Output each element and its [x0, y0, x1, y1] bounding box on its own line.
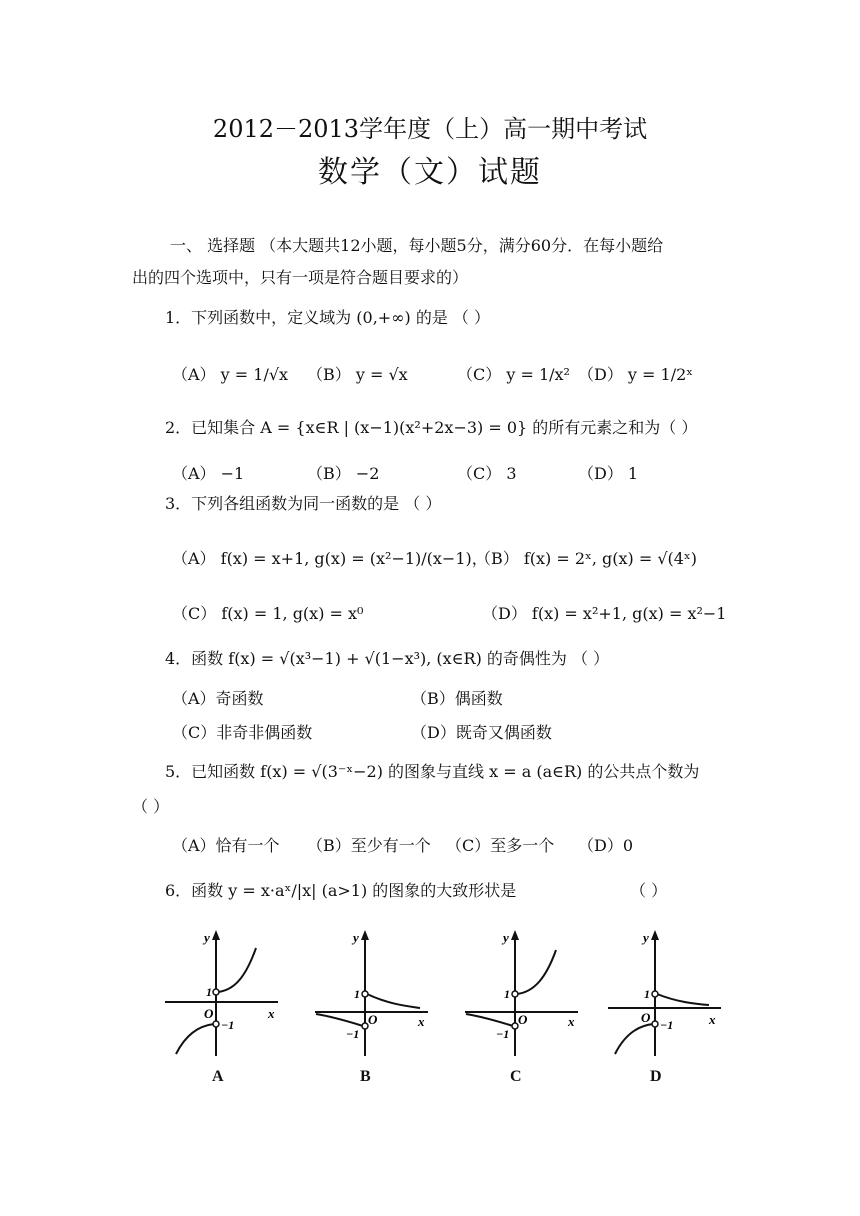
question-2-option-a: （A） −1 [172, 464, 245, 483]
x-label: x [268, 1006, 275, 1021]
exam-subtitle: 数学（文）试题 [318, 155, 542, 190]
question-4-stem: 4．函数 f(x) = √(x³−1) + √(1−x³), (x∈R) 的奇偶性为 （ ） [165, 649, 610, 668]
graph-b-label: B [360, 1068, 371, 1085]
question-5-option-b: （B）至少有一个 [307, 836, 431, 855]
origin-label: O [368, 1012, 378, 1027]
y-axis-arrow [361, 930, 369, 940]
tick-minus-1-label: −1 [221, 1018, 235, 1032]
y-label: y [353, 930, 359, 945]
question-3-option-d: （D） f(x) = x²+1, g(x) = x²−1 [482, 604, 727, 623]
y-label: y [204, 930, 210, 945]
open-point-minus-1 [213, 1021, 219, 1027]
question-2-stem: 2．已知集合 A = {x∈R | (x−1)(x²+2x−3) = 0} 的所有元素之和为（ ） [165, 418, 698, 437]
question-5-paren: （ ） [132, 797, 170, 816]
curve-right [657, 994, 709, 1005]
origin-label: O [641, 1010, 651, 1025]
tick-1-label: 1 [504, 987, 510, 1001]
tick-minus-1-label: −1 [496, 1027, 510, 1041]
curve-right [367, 994, 420, 1008]
curve-right [218, 948, 256, 992]
x-label: x [568, 1014, 575, 1029]
exam-title: 2012－2013学年度（上）高一期中考试 [212, 115, 648, 143]
question-4-option-a: （A）奇函数 [172, 689, 264, 708]
question-4-option-b: （B）偶函数 [411, 689, 503, 708]
question-5-option-d: （D）0 [578, 836, 634, 855]
y-label: y [643, 930, 649, 945]
question-5-option-a: （A）恰有一个 [172, 836, 280, 855]
x-label: x [709, 1012, 716, 1027]
question-1-option-b: （B） y = √x [307, 365, 408, 384]
curve-left [316, 1014, 363, 1026]
graph-c [460, 926, 585, 1061]
open-point-1 [362, 991, 368, 997]
tick-minus-1-label: −1 [346, 1027, 360, 1041]
question-1-option-c: （C） y = 1/x² [457, 365, 570, 384]
question-1-stem: 1．下列函数中，定义域为 (0,+∞) 的是 （ ） [165, 308, 491, 327]
question-2-option-c: （C） 3 [457, 464, 517, 483]
question-6-paren: （ ） [630, 881, 668, 900]
question-4-option-c: （C）非奇非偶函数 [172, 723, 313, 742]
curve-left [615, 1024, 653, 1054]
tick-1-label: 1 [644, 987, 650, 1001]
question-4-option-d: （D）既奇又偶函数 [411, 723, 552, 742]
y-label: y [503, 930, 509, 945]
tick-minus-1-label: −1 [660, 1018, 674, 1032]
x-label: x [418, 1014, 425, 1029]
graph-a-label: A [212, 1068, 224, 1085]
question-2-option-d: （D） 1 [578, 464, 639, 483]
y-axis-arrow [511, 930, 519, 940]
graph-a [160, 926, 285, 1061]
graph-d [603, 926, 728, 1061]
question-3-stem: 3．下列各组函数为同一函数的是 （ ） [165, 494, 442, 513]
origin-label: O [204, 1006, 214, 1021]
question-3-option-b: （B） f(x) = 2ˣ, g(x) = √(4ˣ) [475, 549, 697, 568]
curve-left [466, 1014, 513, 1026]
open-point-1 [652, 991, 658, 997]
section-heading-line2: 出的四个选项中，只有一项是符合题目要求的） [132, 268, 469, 287]
graph-d-label: D [650, 1068, 662, 1085]
question-5-stem: 5．已知函数 f(x) = √(3⁻ˣ−2) 的图象与直线 x = a (a∈R) 的公共点个数为 [165, 762, 700, 781]
curve-right [517, 950, 556, 994]
question-5-option-c: （C）至多一个 [446, 836, 555, 855]
question-1-option-d: （D） y = 1/2ˣ [578, 365, 694, 384]
question-1-option-a: （A） y = 1/√x [172, 365, 289, 384]
open-point-1 [213, 989, 219, 995]
question-3-option-c: （C） f(x) = 1, g(x) = x⁰ [172, 604, 364, 623]
question-6-stem: 6．函数 y = x·aˣ/|x| (a>1) 的图象的大致形状是 [165, 881, 517, 900]
tick-1-label: 1 [354, 987, 360, 1001]
question-3-option-a: （A） f(x) = x+1, g(x) = (x²−1)/(x−1)， [172, 549, 488, 568]
section-heading-line1: 一、 选择题 （本大题共12小题，每小题5分，满分60分．在每小题给 [170, 236, 664, 255]
graph-b [310, 926, 435, 1061]
question-2-option-b: （B） −2 [307, 464, 380, 483]
origin-label: O [518, 1012, 528, 1027]
tick-1-label: 1 [206, 985, 212, 999]
open-point-1 [512, 991, 518, 997]
y-axis-arrow [651, 930, 659, 940]
curve-left [176, 1024, 214, 1054]
graph-c-label: C [510, 1068, 522, 1085]
open-point-minus-1 [652, 1021, 658, 1027]
y-axis-arrow [212, 930, 220, 940]
